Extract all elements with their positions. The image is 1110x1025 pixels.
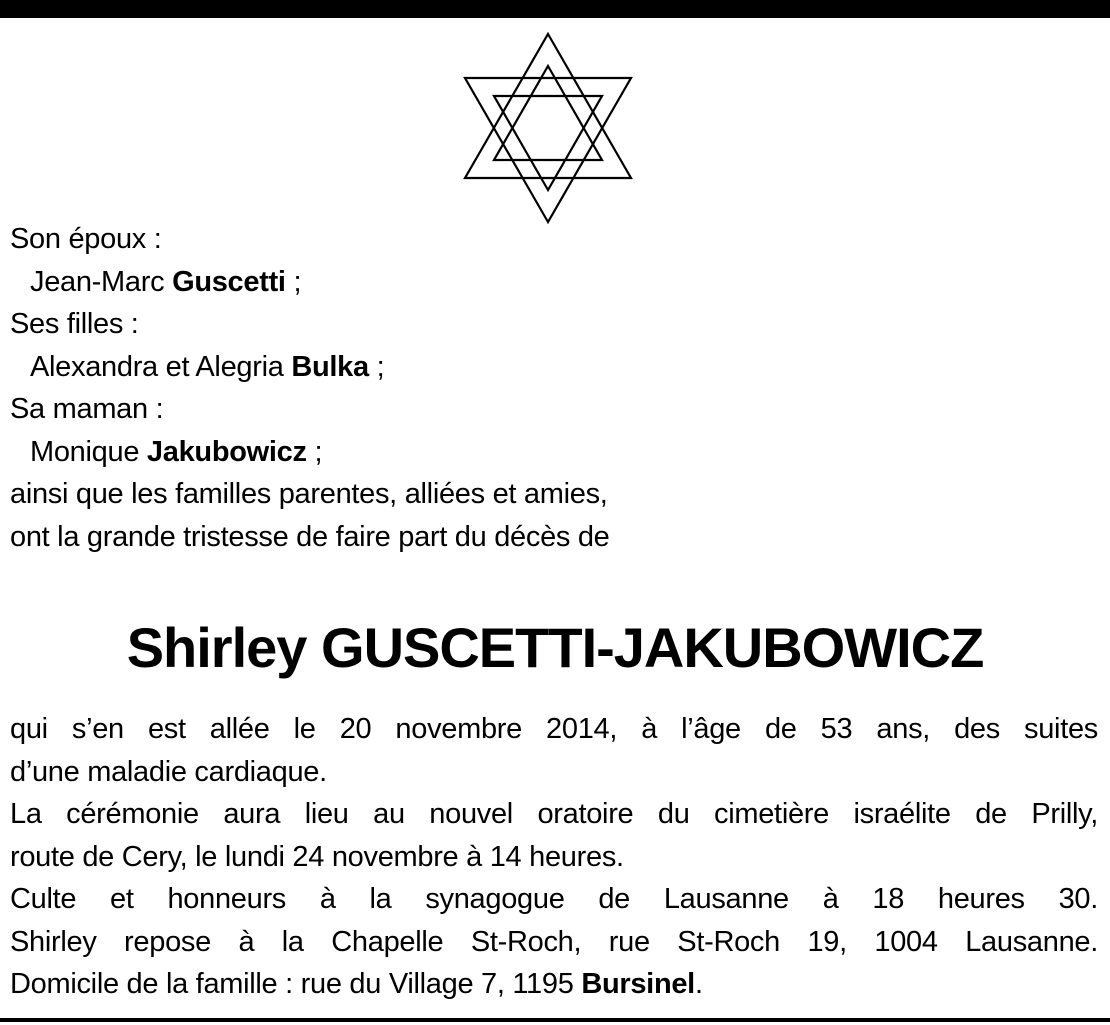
address-text: Domicile de la famille : rue du Village 7, 1195 [10, 968, 574, 1000]
spouse-last-name: Guscetti [172, 265, 286, 298]
details-line-7 [10, 963, 1098, 1006]
details-line-3: La cérémonie aura lieu au nouvel oratoire du cimetière israélite de Prilly, [10, 798, 1098, 830]
details-line-2: d’une maladie cardiaque. [10, 755, 327, 788]
spouse-first-name: Jean-Marc [30, 265, 165, 298]
details-block [10, 708, 1098, 1006]
family-list [10, 218, 1100, 558]
star-of-david-icon [448, 28, 648, 228]
mother-end: ; [314, 435, 323, 468]
mother-label: Sa maman : [10, 393, 164, 425]
spouse-label: Son époux : [10, 223, 162, 255]
deceased-name: Shirley GUSCETTI-JAKUBOWICZ [126, 616, 984, 679]
announcement-line: ont la grande tristesse de faire part du décès de [10, 520, 610, 553]
spouse-entry [10, 261, 1100, 304]
bottom-rule [0, 1018, 1110, 1022]
daughters-last-name: Bulka [291, 350, 369, 383]
address-end: . [694, 968, 703, 1000]
families-line: ainsi que les familles parentes, alliées et amies, [10, 478, 608, 510]
daughters-first-names: Alexandra et Alegria [30, 350, 284, 383]
mother-entry [10, 431, 1100, 474]
details-line-1: qui s’en est allée le 20 novembre 2014, à l’âge de 53 ans, des suites [10, 713, 1098, 745]
details-line-6: Shirley repose à la Chapelle St-Roch, rue St-Roch 19, 1004 Lausanne. [10, 925, 1098, 958]
mother-last-name: Jakubowicz [146, 435, 307, 468]
top-rule [0, 0, 1110, 18]
details-line-5: Culte et honneurs à la synagogue de Lausanne à 18 heures 30. [10, 883, 1098, 915]
daughters-end: ; [376, 350, 385, 383]
address-place: Bursinel [581, 968, 695, 1000]
daughters-label: Ses filles : [10, 308, 139, 340]
daughters-entry [10, 346, 1100, 389]
spouse-end: ; [293, 265, 302, 298]
details-line-4: route de Cery, le lundi 24 novembre à 14 heures. [10, 840, 624, 873]
mother-first-name: Monique [30, 435, 140, 468]
